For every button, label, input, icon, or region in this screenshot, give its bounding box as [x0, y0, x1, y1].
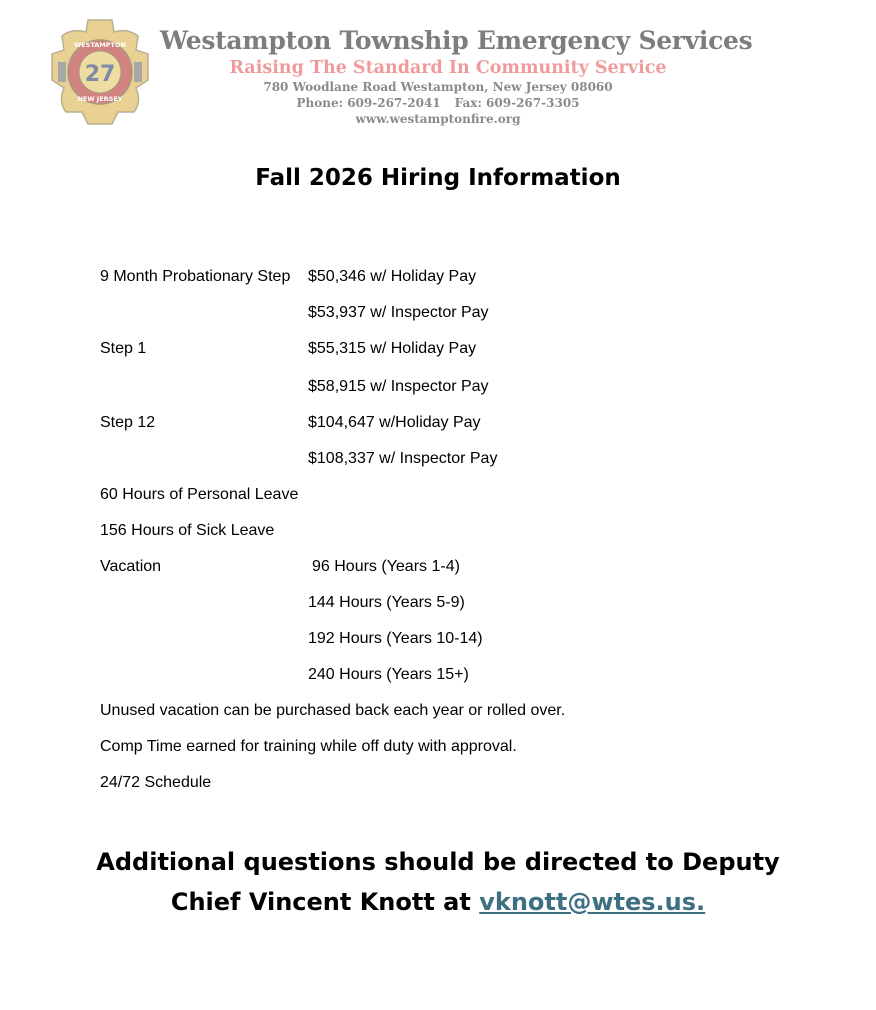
fire-department-badge-logo: [50, 18, 150, 126]
row-value: $50,346 w/ Holiday Pay: [308, 268, 477, 285]
row-value: 192 Hours (Years 10-14): [308, 630, 483, 647]
row-value: $104,647 w/Holiday Pay: [308, 414, 481, 431]
contact-email-link[interactable]: vknott@wtes.us.: [479, 888, 706, 916]
contact-numbers: [160, 96, 716, 110]
row-value: $53,937 w/ Inspector Pay: [308, 304, 489, 321]
street-address: 780 Woodlane Road Westampton, New Jersey 08060: [263, 80, 613, 94]
row-value: $108,337 w/ Inspector Pay: [308, 450, 498, 467]
row-label: 156 Hours of Sick Leave: [100, 522, 275, 539]
phone-number: Phone: 609-267-2041: [296, 96, 441, 110]
row-label: 24/72 Schedule: [100, 774, 212, 791]
website-link[interactable]: www.westamptonfire.org: [355, 112, 521, 126]
row-value: 144 Hours (Years 5-9): [308, 594, 465, 611]
row-value: $55,315 w/ Holiday Pay: [308, 340, 477, 357]
fax-number: Fax: 609-267-3305: [454, 96, 580, 110]
row-label: 60 Hours of Personal Leave: [100, 486, 299, 503]
row-value: 240 Hours (Years 15+): [308, 666, 469, 683]
row-value: $58,915 w/ Inspector Pay: [308, 378, 489, 395]
row-label: Vacation: [100, 558, 162, 575]
row-value: 96 Hours (Years 1-4): [312, 558, 460, 575]
closing-line-1: Additional questions should be directed to Deputy: [96, 848, 780, 876]
closing-line-2: [0, 888, 876, 916]
svg-text:27: 27: [84, 62, 116, 87]
letterhead: [0, 0, 876, 140]
organization-name: Westampton Township Emergency Services: [160, 26, 753, 55]
page-title: Fall 2026 Hiring Information: [255, 165, 621, 191]
tagline: Raising The Standard In Community Service: [229, 58, 667, 78]
row-label: Unused vacation can be purchased back each year or rolled over.: [100, 702, 566, 719]
row-label: Comp Time earned for training while off duty with approval.: [100, 738, 517, 755]
svg-text:WESTAMPTON: WESTAMPTON: [74, 41, 126, 49]
row-label: 9 Month Probationary Step: [100, 268, 291, 285]
row-label: Step 1: [100, 340, 147, 357]
closing-contact-text: Chief Vincent Knott at: [170, 888, 471, 916]
row-label: Step 12: [100, 414, 156, 431]
svg-text:NEW JERSEY: NEW JERSEY: [77, 95, 123, 103]
